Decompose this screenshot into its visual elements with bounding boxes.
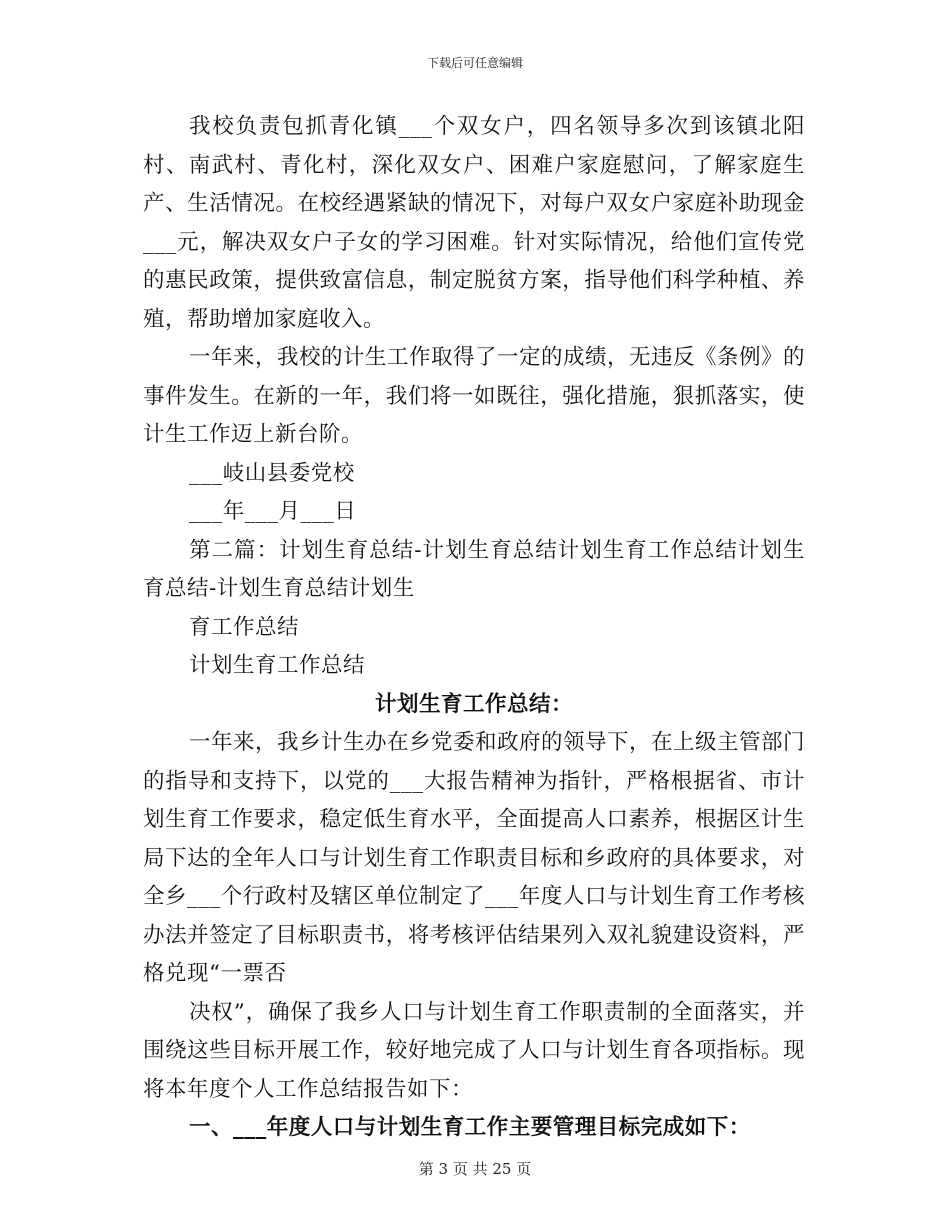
paragraph: 计划生育工作总结 [189,653,366,678]
document-body [143,108,805,1148]
document-title: 计划生育工作总结： [374,691,573,717]
paragraph: 决权”，确保了我乡人口与计划生育工作职责制的全面落实，并围绕这些目标开展工作，较好地完成了人口与计划生育各项指标。现将本年度个人工作总结报告如下： [143,999,805,1102]
signature-line: ___岐山县委党校 [189,460,355,486]
page-header: 下载后可任意编辑 [426,56,523,70]
subsection-heading: 一、___年度人口与计划生育工作主要管理目标完成如下： [189,1115,751,1140]
section-heading: 第二篇：计划生育总结-计划生育总结计划生育工作总结计划生育总结-计划生育总结计划生 [143,537,805,601]
paragraph: 育工作总结 [189,614,300,640]
paragraph: 一年来，我校的计生工作取得了一定的成绩，无违反《条例》的事件发生。在新的一年，我们将一如既往，强化措施，狠抓落实，使计生工作迈上新台阶。 [143,345,806,447]
date-line: ___年___月___日 [189,499,357,524]
paragraph: 一年来，我乡计生办在乡党委和政府的领导下，在上级主管部门的指导和支持下，以党的___大报告精神为指针，严格根据省、市计划生育工作要求，稳定低生育水平，全面提高人口素养，根据区计生局下达的全年人口与计划生育工作职责目标和乡政府的具体要求，对全乡___个行政村及辖区单位制定了___年度人口与计划生育工作考核办法并签定了目标职责书，将考核评估结果列入双礼貌建设资料，严格兑现“一票否 [143,730,806,986]
page-footer: 第 3 页 共 25 页 [418,1160,532,1178]
paragraph: 我校负责包抓青化镇___个双女户，四名领导多次到该镇北阳村、南武村、青化村，深化双女户、困难户家庭慰问，了解家庭生产、生活情况。在校经遇紧缺的情况下，对每户双女户家庭补助现金___元，解决双女户子女的学习困难。针对实际情况，给他们宣传党的惠民政策，提供致富信息，制定脱贫方案，指导他们科学种植、养殖，帮助增加家庭收入。 [143,114,805,332]
